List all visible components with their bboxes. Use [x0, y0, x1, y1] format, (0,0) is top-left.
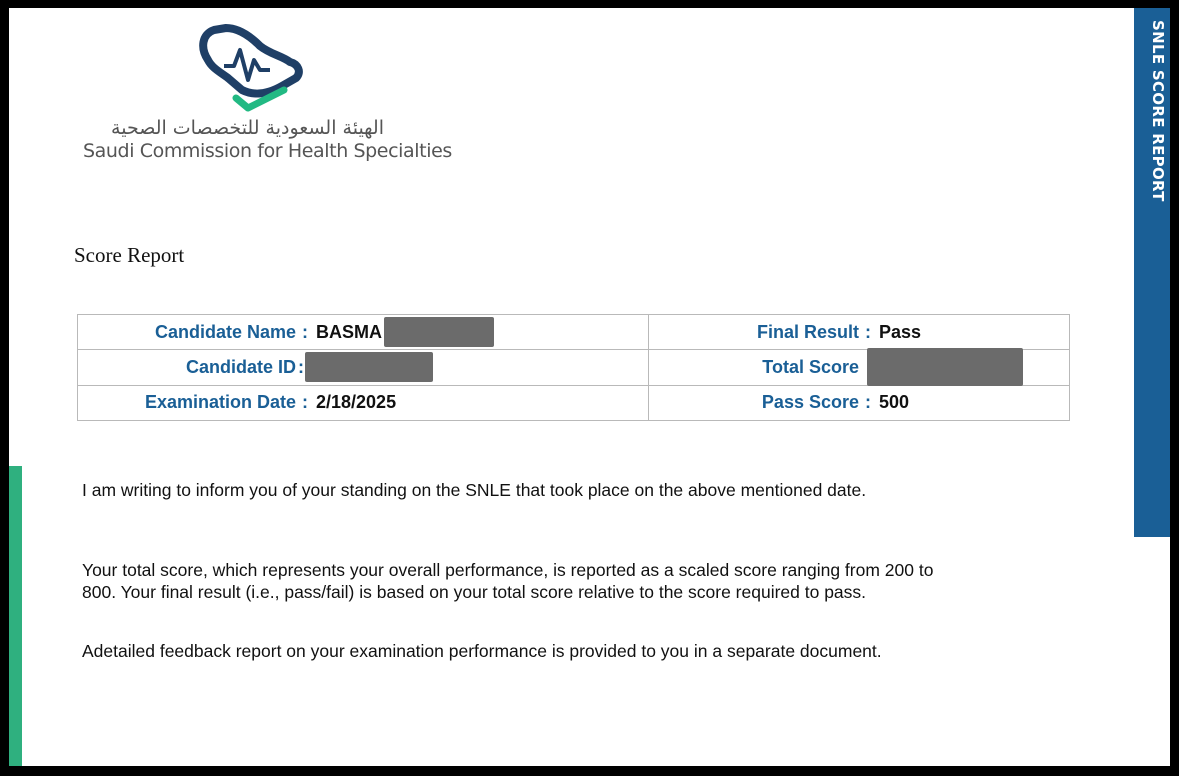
total-score-label: Total Score — [762, 356, 859, 377]
exam-date-value: 2/18/2025 — [316, 392, 397, 413]
final-result-label: Final Result — [756, 321, 859, 342]
final-result-value: Pass — [879, 321, 922, 342]
report-title: Score Report — [74, 243, 185, 267]
redaction-block — [867, 348, 1023, 386]
accent-bar — [9, 466, 22, 766]
separator: : — [302, 321, 308, 342]
redaction-block — [305, 352, 433, 382]
organization-english-name: Saudi Commission for Health Specialties — [83, 140, 452, 162]
candidate-name-label: Candidate Name — [154, 321, 296, 342]
candidate-name-value: BASMA — [316, 321, 382, 342]
table-row — [78, 350, 1070, 385]
table-row — [78, 315, 1070, 350]
separator: : — [298, 356, 304, 377]
paragraph-score-line-2: 800. Your final result (i.e., pass/fail) is based on your total score relative to the score required to pass. — [82, 582, 867, 602]
separator: : — [302, 392, 308, 413]
separator: : — [865, 392, 871, 413]
redaction-block — [384, 317, 494, 347]
side-banner-label: SNLE SCORE REPORT — [1149, 20, 1167, 202]
pass-score-value: 500 — [879, 392, 910, 413]
pass-score-label: Pass Score — [761, 392, 859, 413]
candidate-info-table — [77, 314, 1070, 421]
score-report-page — [9, 8, 1170, 766]
scfhs-logo — [194, 20, 304, 116]
paragraph-score-line-1: Your total score, which represents your overall performance, is reported as a scaled score ranging from 200 to — [82, 560, 934, 580]
table-row — [78, 385, 1070, 420]
separator: : — [865, 321, 871, 342]
candidate-id-label: Candidate ID — [185, 356, 296, 377]
paragraph-feedback: Adetailed feedback report on your examination performance is provided to you in a separate document. — [82, 641, 882, 661]
organization-arabic-name: الهيئة السعودية للتخصصات الصحية — [111, 117, 384, 139]
exam-date-label: Examination Date — [144, 392, 296, 413]
paragraph-standing: I am writing to inform you of your standing on the SNLE that took place on the above mentioned date. — [82, 480, 867, 500]
